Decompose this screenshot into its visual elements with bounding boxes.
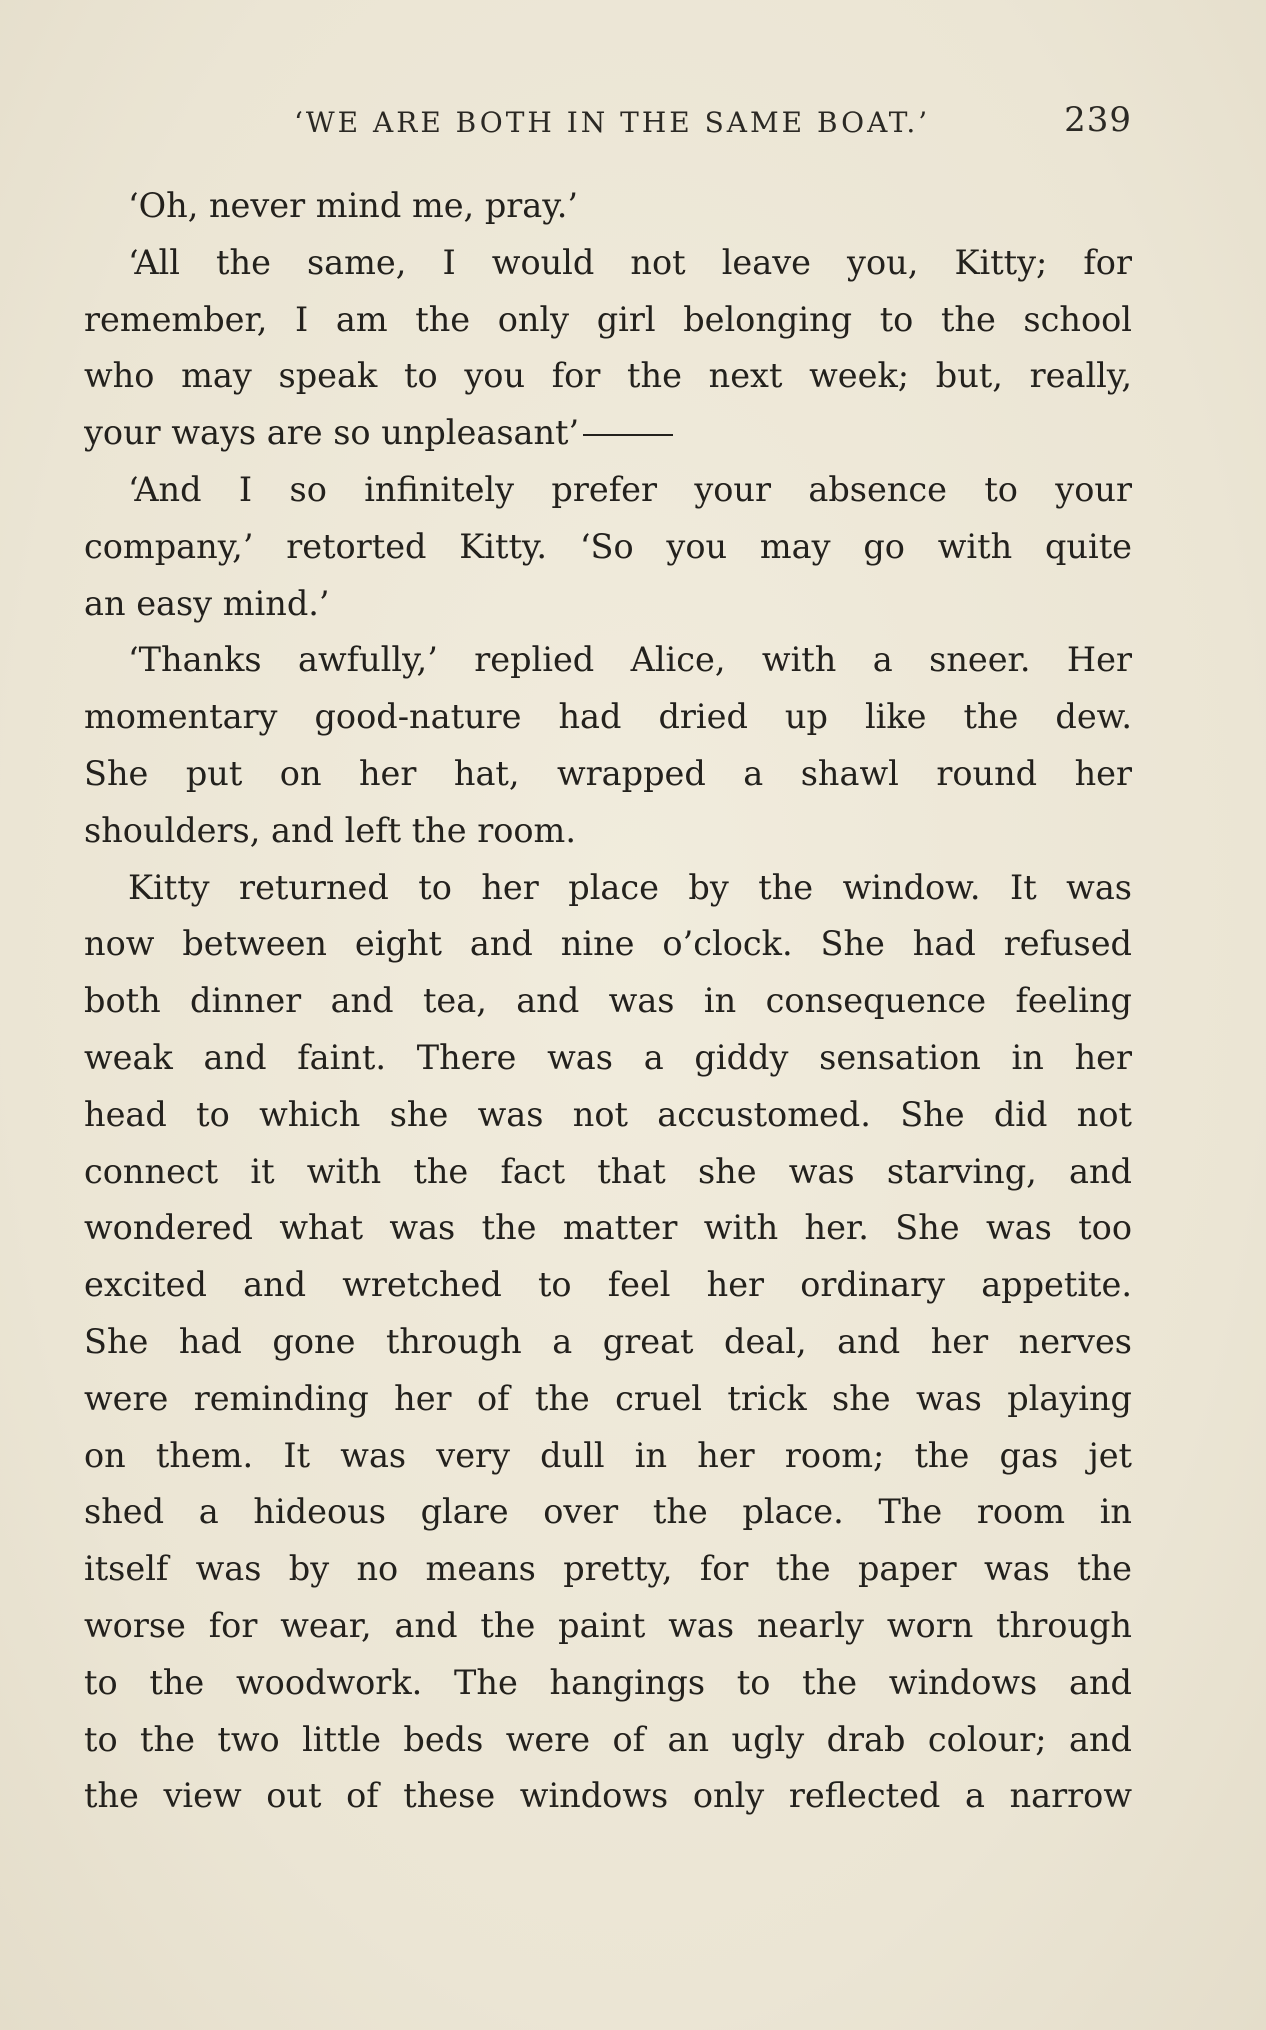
running-header bbox=[84, 100, 1132, 150]
text-line: itself was by no means pretty, for the paper was the bbox=[84, 1549, 1132, 1589]
text-line: weak and faint. There was a giddy sensation in her bbox=[84, 1037, 1132, 1077]
text-line: remember, I am the only girl belonging to the school bbox=[84, 299, 1132, 339]
text-line: on them. It was very dull in her room; the gas jet bbox=[84, 1435, 1132, 1475]
text-line: excited and wretched to feel her ordinary appetite. bbox=[84, 1265, 1132, 1305]
em-dash-rule bbox=[583, 434, 673, 436]
text-line: who may speak to you for the next week; but, really, bbox=[84, 356, 1132, 396]
text-line: connect it with the fact that she was starving, and bbox=[84, 1151, 1132, 1191]
page-number: 239 bbox=[1064, 100, 1132, 140]
running-title: ‘WE ARE BOTH IN THE SAME BOAT.’ bbox=[294, 106, 931, 139]
text-line: She put on her hat, wrapped a shawl round her bbox=[84, 753, 1132, 793]
text-line: your ways are so unpleasant’ bbox=[84, 413, 580, 453]
text-line: She had gone through a great deal, and her nerves bbox=[84, 1321, 1132, 1361]
text-line: worse for wear, and the paint was nearly worn through bbox=[84, 1605, 1132, 1645]
text-line: ‘And I so infinitely prefer your absence to your bbox=[128, 469, 1132, 509]
text-line: the view out of these windows only reflected a narrow bbox=[84, 1776, 1132, 1816]
text-line: shoulders, and left the room. bbox=[84, 810, 576, 850]
text-line: ‘Oh, never mind me, pray.’ bbox=[128, 186, 579, 225]
text-line: ‘All the same, I would not leave you, Kitty; for bbox=[128, 242, 1132, 282]
text-line: company,’ retorted Kitty. ‘So you may go with quite bbox=[84, 526, 1132, 566]
body-text bbox=[84, 178, 1132, 1825]
text-line: Kitty returned to her place by the window. It was bbox=[128, 867, 1132, 907]
text-line: wondered what was the matter with her. She was too bbox=[84, 1208, 1132, 1248]
text-line: momentary good-nature had dried up like the dew. bbox=[84, 697, 1132, 737]
text-line: head to which she was not accustomed. She did not bbox=[84, 1094, 1132, 1134]
text-line: both dinner and tea, and was in consequence feeling bbox=[84, 981, 1132, 1021]
text-line: to the two little beds were of an ugly drab colour; and bbox=[84, 1719, 1132, 1759]
text-line-with-dash bbox=[84, 405, 1132, 462]
text-line: shed a hideous glare over the place. The room in bbox=[84, 1492, 1132, 1532]
text-line: now between eight and nine o’clock. She had refused bbox=[84, 924, 1132, 964]
text-line: to the woodwork. The hangings to the windows and bbox=[84, 1662, 1132, 1702]
text-line: were reminding her of the cruel trick she was playing bbox=[84, 1378, 1132, 1418]
text-line: an easy mind.’ bbox=[84, 583, 330, 623]
text-line: ‘Thanks awfully,’ replied Alice, with a sneer. Her bbox=[128, 640, 1132, 680]
